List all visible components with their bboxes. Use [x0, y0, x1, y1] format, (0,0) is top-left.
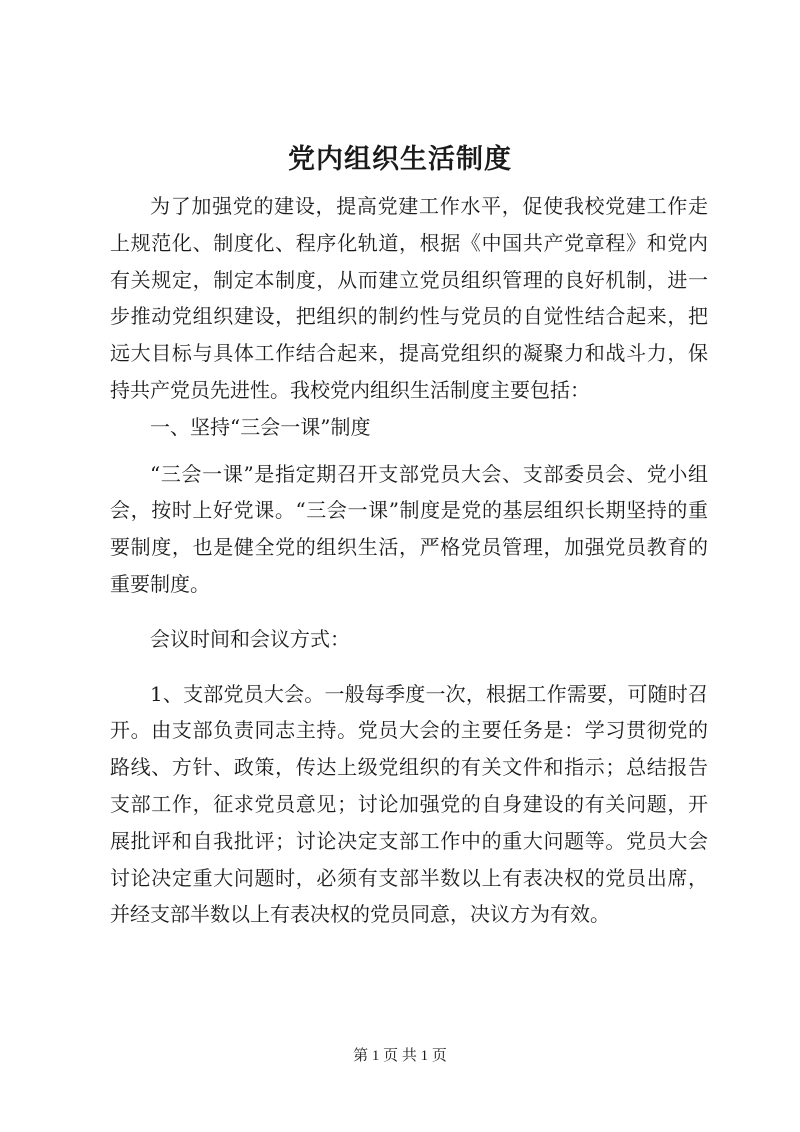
meeting-heading: 会议时间和会议方式：: [150, 626, 350, 651]
definition-paragraph: “三会一课”是指定期召开支部党员大会、支部委员会、党小组会，按时上好党课。“三会一课”制度是党的基层组织长期坚持的重要制度，也是健全党的组织生活，严格党员管理，加强党员教育的重要制度。: [110, 461, 708, 596]
document-body: [110, 188, 708, 933]
section-heading: 一、坚持“三会一课”制度: [150, 414, 371, 439]
intro-paragraph: 为了加强党的建设，提高党建工作水平，促使我校党建工作走上规范化、制度化、程序化轨道，根据《中国共产党章程》和党内有关规定，制定本制度，从而建立党员组织管理的良好机制，进一步推动党组织建设，把组织的制约性与党员的自觉性结合起来，把远大目标与具体工作结合起来，提高党组织的凝聚力和战斗力，保持共产党员先进性。我校党内组织生活制度主要包括：: [110, 194, 708, 402]
page-footer: 第 1 页 共 1 页: [353, 1048, 447, 1064]
party-congress-paragraph: 1、支部党员大会。一般每季度一次，根据工作需要，可随时召开。由支部负责同志主持。党员大会的主要任务是：学习贯彻党的路线、方针、政策，传达上级党组织的有关文件和指示；总结报告支部工作，征求党员意见；讨论加强党的自身建设的有关问题，开展批评和自我批评；讨论决定支部工作中的重大问题等。党员大会讨论决定重大问题时，必须有支部半数以上有表决权的党员出席，并经支部半数以上有表决权的党员同意，决议方为有效。: [110, 681, 708, 927]
document-title: 党内组织生活制度: [288, 144, 512, 175]
